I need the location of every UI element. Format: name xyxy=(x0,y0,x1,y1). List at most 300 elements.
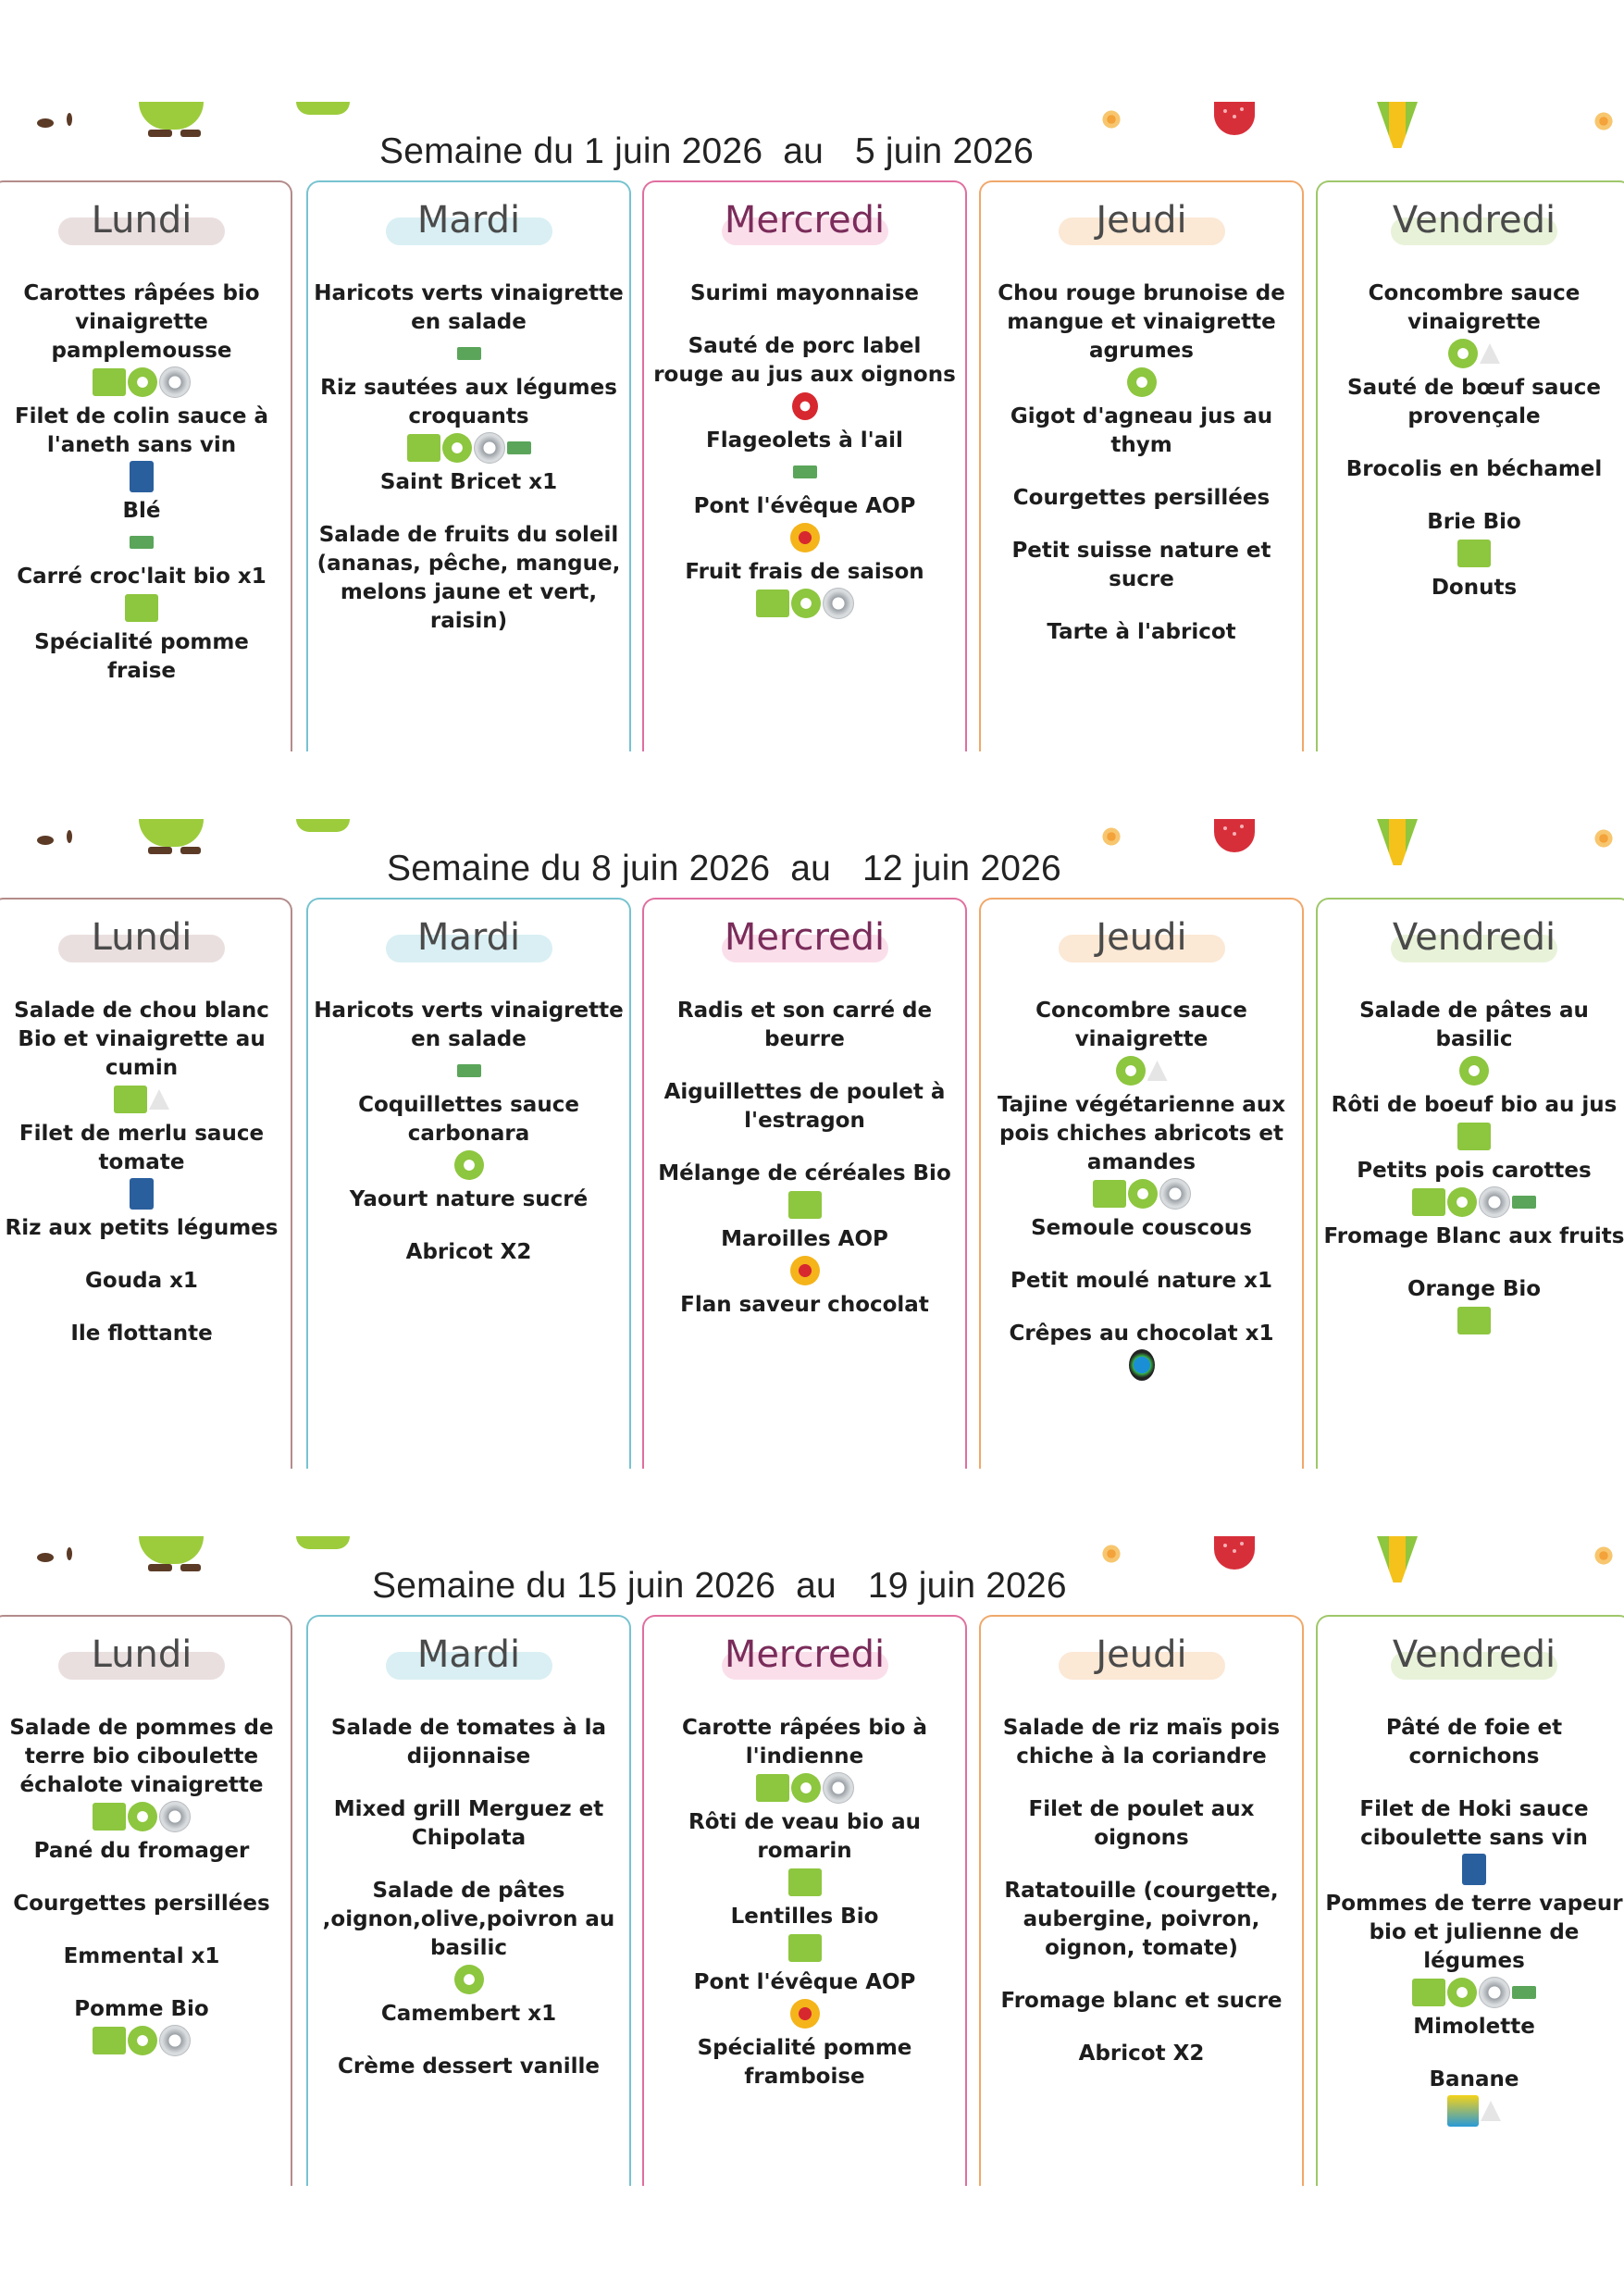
quality-labels xyxy=(1318,1306,1624,1335)
day-name-text: Mercredi xyxy=(724,199,886,242)
menu-item: Sauté de porc label rouge au jus aux oignons xyxy=(653,334,956,387)
ab-label-icon xyxy=(93,2027,126,2054)
day-name-text: Lundi xyxy=(91,1633,192,1676)
menu-item: Lentilles Bio xyxy=(730,1905,879,1929)
leg-icon xyxy=(148,847,172,854)
item-spacer xyxy=(981,594,1302,618)
ab-label-icon xyxy=(407,434,440,462)
day-name-text: Lundi xyxy=(91,199,192,242)
menu-item: Crème dessert vanille xyxy=(338,2054,600,2079)
quality-labels xyxy=(308,433,629,463)
flower-icon xyxy=(1593,828,1614,849)
day-name xyxy=(981,199,1302,242)
item-spacer xyxy=(1318,602,1624,627)
menu-item: Petit suisse nature et sucre xyxy=(1011,539,1271,591)
week-header xyxy=(0,1536,1624,1620)
item-spacer xyxy=(1318,1251,1624,1275)
menu-item: Flan saveur chocolat xyxy=(680,1293,929,1317)
origin-france-flag-icon xyxy=(507,441,531,454)
menu-items xyxy=(644,279,965,624)
leg-icon xyxy=(180,1564,201,1571)
raspberry-icon xyxy=(1214,102,1255,135)
item-spacer xyxy=(644,1054,965,1078)
item-spacer xyxy=(0,686,291,710)
quality-labels xyxy=(644,391,965,421)
item-spacer xyxy=(981,1296,1302,1320)
quality-labels xyxy=(1318,1187,1624,1217)
day-column-mardi xyxy=(306,180,631,751)
ab-label-icon xyxy=(125,594,158,622)
menu-item: Tajine végétarienne aux pois chiches abricots et amandes xyxy=(997,1093,1286,1174)
leaf-icon xyxy=(296,1536,350,1549)
menu-items xyxy=(308,279,629,660)
item-spacer xyxy=(308,2029,629,2053)
menu-item: Filet de poulet aux oignons xyxy=(1028,1797,1255,1850)
menu-item: Salade de riz maïs pois chiche à la coriandre xyxy=(1002,1716,1281,1769)
day-name-text: Jeudi xyxy=(1096,1633,1187,1676)
day-name xyxy=(981,1633,1302,1676)
hve-label-icon xyxy=(1159,1178,1191,1210)
hve-label-icon xyxy=(474,432,505,464)
quality-labels xyxy=(0,1802,291,1831)
hve-label-icon xyxy=(159,366,191,398)
ab-label-icon xyxy=(1457,540,1491,567)
quality-labels xyxy=(0,1085,291,1114)
aop-label-icon xyxy=(790,1256,820,1285)
menu-item: Gouda x1 xyxy=(85,1269,198,1293)
menu-item: Flageolets à l'ail xyxy=(706,428,903,453)
menu-item: Abricot X2 xyxy=(1078,2042,1205,2066)
corn-icon xyxy=(1377,102,1418,148)
day-name-text: Jeudi xyxy=(1096,916,1187,959)
leg-icon xyxy=(148,1564,172,1571)
menu-item: Petit moulé nature x1 xyxy=(1010,1269,1273,1293)
seed-icon xyxy=(67,1547,72,1560)
day-name-text: Mardi xyxy=(416,199,521,242)
menu-item: Fruit frais de saison xyxy=(685,560,924,584)
quality-labels xyxy=(308,1965,629,1994)
day-name xyxy=(644,916,965,959)
day-column-lundi xyxy=(0,1615,292,2186)
item-spacer xyxy=(308,1267,629,1291)
week-separator: au xyxy=(796,1566,837,1606)
flower-icon xyxy=(1593,111,1614,131)
ecocert-label-icon xyxy=(128,367,157,397)
menu-item: Fromage blanc et sucre xyxy=(1000,1989,1283,2013)
leg-icon xyxy=(148,130,172,137)
ecocert-label-icon xyxy=(1459,1056,1489,1086)
menu-items xyxy=(1318,997,1624,1341)
quality-labels xyxy=(644,1256,965,1285)
leaf-icon xyxy=(139,1536,204,1564)
origin-france-flag-icon xyxy=(457,1064,481,1077)
menu-item: Aiguillettes de poulet à l'estragon xyxy=(663,1080,946,1133)
week-start-date: Semaine du 15 juin 2026 xyxy=(372,1566,776,1606)
menu-item: Ile flottante xyxy=(70,1322,213,1346)
quality-labels xyxy=(644,589,965,618)
day-name-text: Mardi xyxy=(416,916,521,959)
menu-item: Salade de tomates à la dijonnaise xyxy=(330,1716,607,1769)
week-title xyxy=(379,131,1034,172)
menu-items xyxy=(308,1714,629,2105)
item-spacer xyxy=(981,647,1302,671)
item-spacer xyxy=(644,2091,965,2116)
item-spacer xyxy=(1318,2042,1624,2066)
quality-labels xyxy=(0,1179,291,1209)
quality-labels xyxy=(644,1999,965,2029)
day-column-mercredi xyxy=(642,898,967,1469)
aca-label-icon xyxy=(149,1089,169,1110)
menu-item: Ratatouille (courgette, aubergine, poivron, oignon, tomate) xyxy=(1004,1879,1279,1960)
week-title xyxy=(372,1566,1067,1607)
quality-labels xyxy=(1318,2096,1624,2126)
menu-item: Emmental x1 xyxy=(63,1944,220,1968)
day-name xyxy=(1318,1633,1624,1676)
menu-item: Sauté de bœuf sauce provençale xyxy=(1347,376,1601,428)
ab-label-icon xyxy=(93,368,126,396)
menu-items xyxy=(0,1714,291,2061)
week-start-date: Semaine du 8 juin 2026 xyxy=(387,849,771,888)
menu-item: Pomme Bio xyxy=(74,1997,209,2021)
menu-item: Riz sautées aux légumes croquants xyxy=(320,376,617,428)
day-column-mercredi xyxy=(642,180,967,751)
item-spacer xyxy=(0,1971,291,1995)
origin-france-flag-icon xyxy=(1512,1986,1536,1999)
week-header xyxy=(0,819,1624,902)
ab-label-icon xyxy=(1093,1180,1126,1208)
item-spacer xyxy=(981,2068,1302,2092)
menu-item: Mélange de céréales Bio xyxy=(658,1161,951,1185)
menu-items xyxy=(0,279,291,710)
item-spacer xyxy=(0,1296,291,1320)
item-spacer xyxy=(981,2016,1302,2040)
aca-label-icon xyxy=(1481,2101,1501,2121)
day-name xyxy=(644,1633,965,1676)
day-column-mardi xyxy=(306,1615,631,2186)
day-name xyxy=(1318,199,1624,242)
menu-item: Orange Bio xyxy=(1407,1277,1542,1301)
leg-icon xyxy=(180,130,201,137)
day-name xyxy=(981,916,1302,959)
menu-item: Pont l'évêque AOP xyxy=(693,1970,916,1994)
day-name xyxy=(308,1633,629,1676)
day-column-vendredi xyxy=(1316,180,1624,751)
ab-label-icon xyxy=(756,1774,789,1802)
hve-label-icon xyxy=(159,2025,191,2056)
menu-item: Riz aux petits légumes xyxy=(5,1216,279,1240)
menu-item: Tarte à l'abricot xyxy=(1047,620,1236,644)
item-spacer xyxy=(0,1866,291,1890)
week-separator: au xyxy=(783,131,824,171)
aca-label-icon xyxy=(1480,343,1500,364)
ab-label-icon xyxy=(1412,1979,1445,2006)
ab-label-icon xyxy=(788,1934,822,1962)
quality-labels xyxy=(644,1773,965,1803)
raspberry-icon xyxy=(1214,819,1255,852)
day-column-jeudi xyxy=(979,180,1304,751)
menu-item: Salade de fruits du soleil (ananas, pêche, mangue, melons jaune et vert, raisin) xyxy=(316,523,621,633)
item-spacer xyxy=(0,1918,291,1942)
week-title xyxy=(387,849,1061,889)
hve-label-icon xyxy=(1479,1186,1510,1218)
menu-item: Concombre sauce vinaigrette xyxy=(1035,999,1247,1051)
menu-item: Saint Bricet x1 xyxy=(379,470,558,494)
aop-label-icon xyxy=(790,523,820,552)
item-spacer xyxy=(0,1243,291,1267)
quality-labels xyxy=(644,1933,965,1963)
day-name-text: Mercredi xyxy=(724,1633,886,1676)
day-column-mercredi xyxy=(642,1615,967,2186)
menu-item: Chou rouge brunoise de mangue et vinaigrette agrumes xyxy=(998,281,1285,363)
hve-label-icon xyxy=(1479,1977,1510,2008)
quality-labels xyxy=(644,523,965,552)
raspberry-icon xyxy=(1214,1536,1255,1570)
menu-item: Salade de chou blanc Bio et vinaigrette au cumin xyxy=(14,999,269,1080)
leaf-icon xyxy=(296,819,350,832)
quality-labels xyxy=(0,527,291,557)
ecocert-label-icon xyxy=(1447,1978,1477,2007)
item-spacer xyxy=(981,1853,1302,1877)
ecocert-label-icon xyxy=(1128,1179,1158,1209)
menu-item: Mimolette xyxy=(1413,2015,1535,2039)
day-name-text: Mardi xyxy=(416,1633,521,1676)
item-spacer xyxy=(981,460,1302,484)
day-column-lundi xyxy=(0,180,292,751)
day-name-text: Vendredi xyxy=(1392,916,1556,959)
item-spacer xyxy=(308,636,629,660)
day-column-vendredi xyxy=(1316,1615,1624,2186)
item-spacer xyxy=(1318,1771,1624,1795)
ecocert-label-icon xyxy=(1447,1187,1477,1217)
ecocert-label-icon xyxy=(454,1150,484,1180)
menu-item: Rôti de veau bio au romarin xyxy=(688,1810,921,1863)
ab-label-icon xyxy=(1412,1188,1445,1216)
menu-item: Salade de pâtes au basilic xyxy=(1359,999,1589,1051)
hve-label-icon xyxy=(823,588,854,619)
day-name xyxy=(308,916,629,959)
menu-item: Petits pois carottes xyxy=(1357,1159,1592,1183)
day-column-mardi xyxy=(306,898,631,1469)
item-spacer xyxy=(1318,484,1624,508)
menu-item: Salade de pommes de terre bio ciboulette échalote vinaigrette xyxy=(9,1716,274,1797)
label-rouge-icon xyxy=(792,392,818,420)
menu-item: Brie Bio xyxy=(1427,510,1521,534)
ecocert-label-icon xyxy=(442,433,472,463)
ecocert-label-icon xyxy=(791,589,821,618)
menu-item: Pont l'évêque AOP xyxy=(693,494,916,518)
corn-icon xyxy=(1377,1536,1418,1582)
msc-label-icon xyxy=(130,461,154,492)
item-spacer xyxy=(981,1771,1302,1795)
menu-items xyxy=(0,997,291,1372)
menu-item: Spécialité pomme fraise xyxy=(34,630,249,683)
leg-icon xyxy=(180,847,201,854)
day-name xyxy=(1318,916,1624,959)
menu-item: Courgettes persillées xyxy=(13,1892,270,1916)
day-name xyxy=(644,199,965,242)
menu-items xyxy=(981,279,1302,671)
peche-label-icon xyxy=(1447,2095,1479,2127)
week-end-date: 12 juin 2026 xyxy=(862,849,1061,888)
quality-labels xyxy=(0,462,291,491)
menu-item: Gigot d'agneau jus au thym xyxy=(1010,404,1273,457)
item-spacer xyxy=(308,1771,629,1795)
ab-label-icon xyxy=(1457,1307,1491,1334)
ecocert-label-icon xyxy=(1127,367,1157,397)
menu-item: Mixed grill Merguez et Chipolata xyxy=(333,1797,604,1850)
quality-labels xyxy=(0,593,291,623)
hve-label-icon xyxy=(823,1772,854,1804)
ab-label-icon xyxy=(756,590,789,617)
menu-item: Crêpes au chocolat x1 xyxy=(1009,1322,1274,1346)
menu-item: Donuts xyxy=(1431,576,1518,600)
menu-items xyxy=(644,997,965,1344)
menu-item: Filet de colin sauce à l'aneth sans vin xyxy=(14,404,269,457)
day-name xyxy=(0,916,291,959)
quality-labels xyxy=(981,1056,1302,1086)
ab-label-icon xyxy=(93,1803,126,1831)
origin-france-flag-icon xyxy=(793,465,817,478)
menu-item: Spécialité pomme framboise xyxy=(697,2036,912,2089)
quality-labels xyxy=(1318,539,1624,568)
day-name-text: Vendredi xyxy=(1392,1633,1556,1676)
menu-item: Haricots verts vinaigrette en salade xyxy=(314,281,624,334)
quality-labels xyxy=(308,1056,629,1086)
quality-labels xyxy=(1318,1855,1624,1884)
menu-item: Banane xyxy=(1429,2067,1519,2091)
menu-items xyxy=(1318,1714,1624,2131)
week-end-date: 5 juin 2026 xyxy=(855,131,1035,171)
week-header xyxy=(0,102,1624,185)
day-name xyxy=(0,199,291,242)
menu-item: Rôti de boeuf bio au jus xyxy=(1331,1093,1618,1117)
msc-label-icon xyxy=(1462,1854,1486,1885)
aop-label-icon xyxy=(790,1999,820,2029)
day-column-jeudi xyxy=(979,1615,1304,2186)
menu-item: Carotte râpées bio à l'indienne xyxy=(681,1716,928,1769)
menu-items xyxy=(644,1714,965,2116)
week-separator: au xyxy=(790,849,831,888)
day-name xyxy=(0,1633,291,1676)
seed-icon xyxy=(37,1553,54,1562)
origin-france-flag-icon xyxy=(457,347,481,360)
seed-icon xyxy=(37,118,54,128)
item-spacer xyxy=(981,513,1302,537)
menu-item: Maroilles AOP xyxy=(721,1227,888,1251)
quality-labels xyxy=(1318,1978,1624,2007)
menu-item: Filet de Hoki sauce ciboulette sans vin xyxy=(1359,1797,1589,1850)
ab-label-icon xyxy=(788,1868,822,1896)
menu-items xyxy=(1318,279,1624,627)
quality-labels xyxy=(0,367,291,397)
seed-icon xyxy=(67,113,72,126)
quality-labels xyxy=(981,1179,1302,1209)
ecocert-label-icon xyxy=(128,2026,157,2055)
menu-item: Pâté de foie et cornichons xyxy=(1385,1716,1563,1769)
menu-items xyxy=(981,997,1302,1385)
menu-item: Abricot X2 xyxy=(405,1240,532,1264)
menu-item: Brocolis en béchamel xyxy=(1345,457,1603,481)
menu-item: Haricots verts vinaigrette en salade xyxy=(314,999,624,1051)
quality-labels xyxy=(0,2026,291,2055)
menu-item: Pommes de terre vapeur bio et julienne de légumes xyxy=(1325,1892,1623,1973)
menu-item: Semoule couscous xyxy=(1031,1216,1252,1240)
day-column-jeudi xyxy=(979,898,1304,1469)
item-spacer xyxy=(308,497,629,521)
ab-label-icon xyxy=(1457,1123,1491,1150)
menu-item: Filet de merlu sauce tomate xyxy=(19,1122,265,1174)
menu-item: Surimi mayonnaise xyxy=(689,281,920,305)
item-spacer xyxy=(308,1214,629,1238)
menu-item: Radis et son carré de beurre xyxy=(676,999,933,1051)
day-column-lundi xyxy=(0,898,292,1469)
item-spacer xyxy=(1318,431,1624,455)
corn-icon xyxy=(1377,819,1418,865)
menu-item: Coquillettes sauce carbonara xyxy=(358,1093,579,1146)
quality-labels xyxy=(1318,339,1624,368)
day-name-text: Jeudi xyxy=(1096,199,1187,242)
flower-icon xyxy=(1101,826,1122,847)
quality-labels xyxy=(1318,1122,1624,1151)
day-column-vendredi xyxy=(1316,898,1624,1469)
item-spacer xyxy=(644,1136,965,1160)
leaf-icon xyxy=(139,819,204,847)
day-name-text: Vendredi xyxy=(1392,199,1556,242)
menu-item: Salade de pâtes ,oignon,olive,poivron au basilic xyxy=(322,1879,615,1960)
seed-icon xyxy=(37,836,54,845)
origin-france-flag-icon xyxy=(130,536,154,549)
day-name-text: Lundi xyxy=(91,916,192,959)
origin-france-flag-icon xyxy=(1512,1196,1536,1209)
menu-item: Camembert x1 xyxy=(380,2002,557,2026)
quality-labels xyxy=(644,457,965,487)
menu-item: Courgettes persillées xyxy=(1012,486,1271,510)
menu-item: Pané du fromager xyxy=(33,1839,250,1863)
ecocert-label-icon xyxy=(791,1773,821,1803)
flower-icon xyxy=(1101,1544,1122,1564)
hve-label-icon xyxy=(159,1801,191,1832)
leaf-icon xyxy=(139,102,204,130)
ecocert-label-icon xyxy=(128,1802,157,1831)
msc-label-icon xyxy=(130,1178,154,1210)
menu-item: Carottes râpées bio vinaigrette pamplemousse xyxy=(23,281,260,363)
item-spacer xyxy=(308,1853,629,1877)
day-name-text: Mercredi xyxy=(724,916,886,959)
ecocert-label-icon xyxy=(454,1965,484,1994)
item-spacer xyxy=(644,1320,965,1344)
menu-item: Carré croc'lait bio x1 xyxy=(17,565,267,589)
week-end-date: 19 juin 2026 xyxy=(867,1566,1067,1606)
menu-items xyxy=(308,997,629,1291)
ecocert-label-icon xyxy=(1116,1056,1146,1086)
menu-item: Concombre sauce vinaigrette xyxy=(1368,281,1581,334)
menu-item: Fromage Blanc aux fruits xyxy=(1323,1224,1624,1248)
item-spacer xyxy=(644,308,965,332)
day-name xyxy=(308,199,629,242)
flower-icon xyxy=(1593,1545,1614,1566)
quality-labels xyxy=(308,1150,629,1180)
quality-labels xyxy=(644,1190,965,1220)
ab-label-icon xyxy=(114,1086,147,1113)
menu-item: Yaourt nature sucré xyxy=(349,1187,589,1211)
seed-icon xyxy=(67,830,72,843)
item-spacer xyxy=(981,1963,1302,1987)
item-spacer xyxy=(0,1348,291,1372)
leaf-icon xyxy=(296,102,350,115)
menu-items xyxy=(981,1714,1302,2092)
quality-labels xyxy=(308,339,629,368)
item-spacer xyxy=(308,2081,629,2105)
